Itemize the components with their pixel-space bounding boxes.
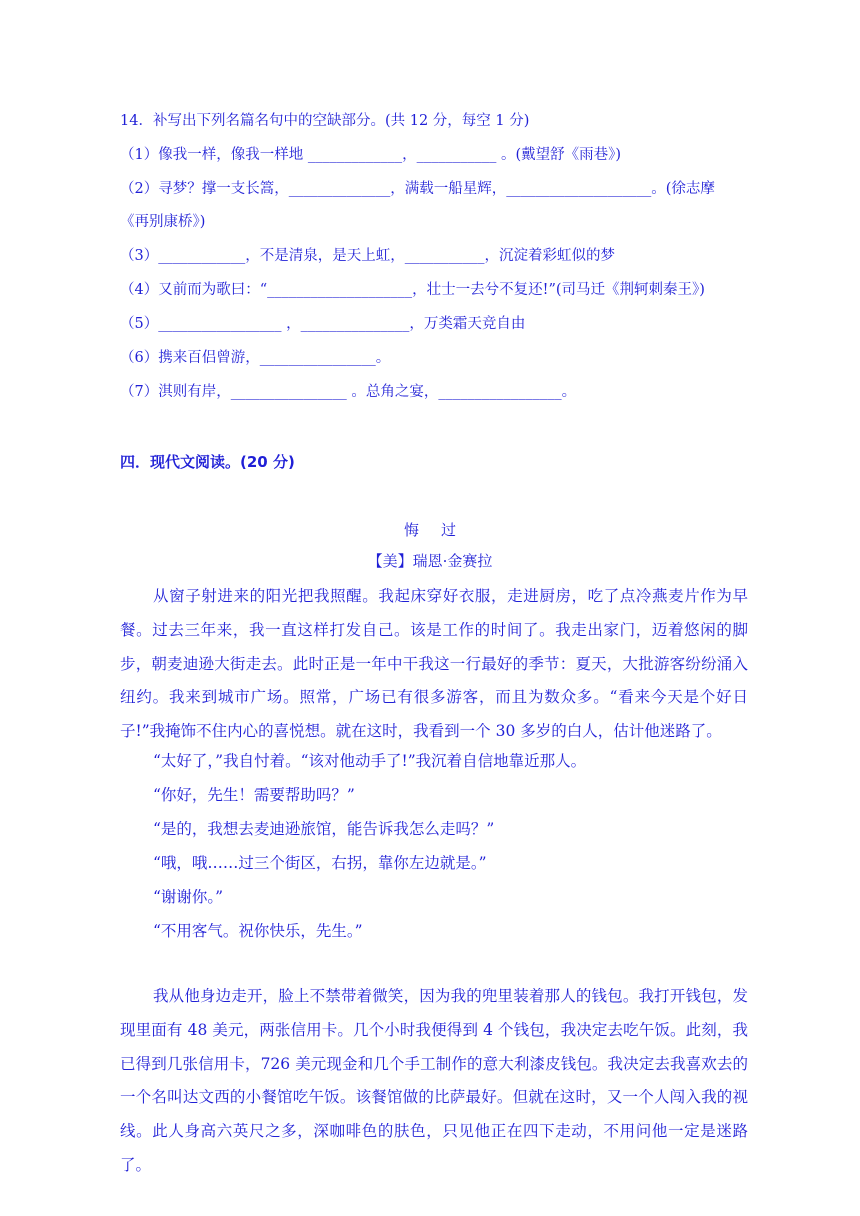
article-paragraph-1: 从窗子射进来的阳光把我照醒。我起床穿好衣服，走进厨房，吃了点冷燕麦片作为早餐。过去三年来，我一直这样打发自己。该是工作的时间了。我走出家门，迈着悠闲的脚步，朝麦迪逊大街走去。此时正是一年中干我这一行最好的季节：夏天，大批游客纷纷涌入纽约。我来到城市广场。照常，广场已有很多游客，而且为数众多。“看来今天是个好日子!”我掩饰不住内心的喜悦想。就在这时，我看到一个 30 多岁的白人，估计他迷路了。 (120, 587, 748, 741)
section-heading: 四．现代文阅读。(20 分) (120, 453, 295, 471)
question-14-item-1: （1）像我一样，像我一样地 _____________，___________ 。(戴望舒《雨巷》) (120, 147, 622, 163)
dialogue-line: “太好了，”我自忖着。“该对他动手了!”我沉着自信地靠近那人。 (153, 752, 587, 770)
article-author: 【美】瑞恩·金赛拉 (367, 552, 493, 570)
question-14-header: 14．补写出下列名篇名句中的空缺部分。(共 12 分，每空 1 分) (120, 113, 530, 129)
article-title: 悔过 (403, 521, 478, 539)
question-14-item-3: （3）____________，不是清泉，是天上虹，___________，沉淀着彩虹似的梦 (120, 248, 615, 264)
question-14-item-5: （5）_________________ ，_______________，万类霜天竞自由 (120, 316, 526, 332)
question-14-item-7: （7）淇则有岸，________________ 。总角之宴，_________________。 (120, 384, 577, 400)
dialogue-line: “是的，我想去麦迪逊旅馆，能告诉我怎么走吗？” (153, 820, 495, 838)
question-14-item-2: （2）寻梦？撑一支长篙，______________，满载一船星辉，____________________。(徐志摩 (120, 181, 715, 197)
dialogue-line: “你好，先生！需要帮助吗？” (153, 786, 355, 804)
question-14-item-2-continued: 《再别康桥》) (120, 214, 206, 230)
question-14-item-6: （6）携来百侣曾游，________________。 (120, 350, 391, 366)
question-14-item-4: （4）又前而为歌曰：“____________________，壮士一去兮不复还!”(司马迁《荆轲刺秦王》) (120, 282, 705, 298)
dialogue-line: “不用客气。祝你快乐，先生。” (153, 922, 363, 940)
dialogue-line: “谢谢你。” (153, 888, 224, 906)
article-paragraph-2: 我从他身边走开，脸上不禁带着微笑，因为我的兜里装着那人的钱包。我打开钱包，发现里面有 48 美元，两张信用卡。几个小时我便得到 4 个钱包，我决定去吃午饭。此刻，我已得到几张信用卡，726 美元现金和几个手工制作的意大利漆皮钱包。我决定去我喜欢去的一个名叫达文西的小餐馆吃午饭。该餐馆做的比萨最好。但就在这时，又一个人闯入我的视线。此人身高六英尺之多，深咖啡色的肤色，只见他正在四下走动，不用问他一定是迷路了。 (120, 987, 748, 1174)
dialogue-line: “哦，哦……过三个街区，右拐，靠你左边就是。” (153, 854, 487, 872)
